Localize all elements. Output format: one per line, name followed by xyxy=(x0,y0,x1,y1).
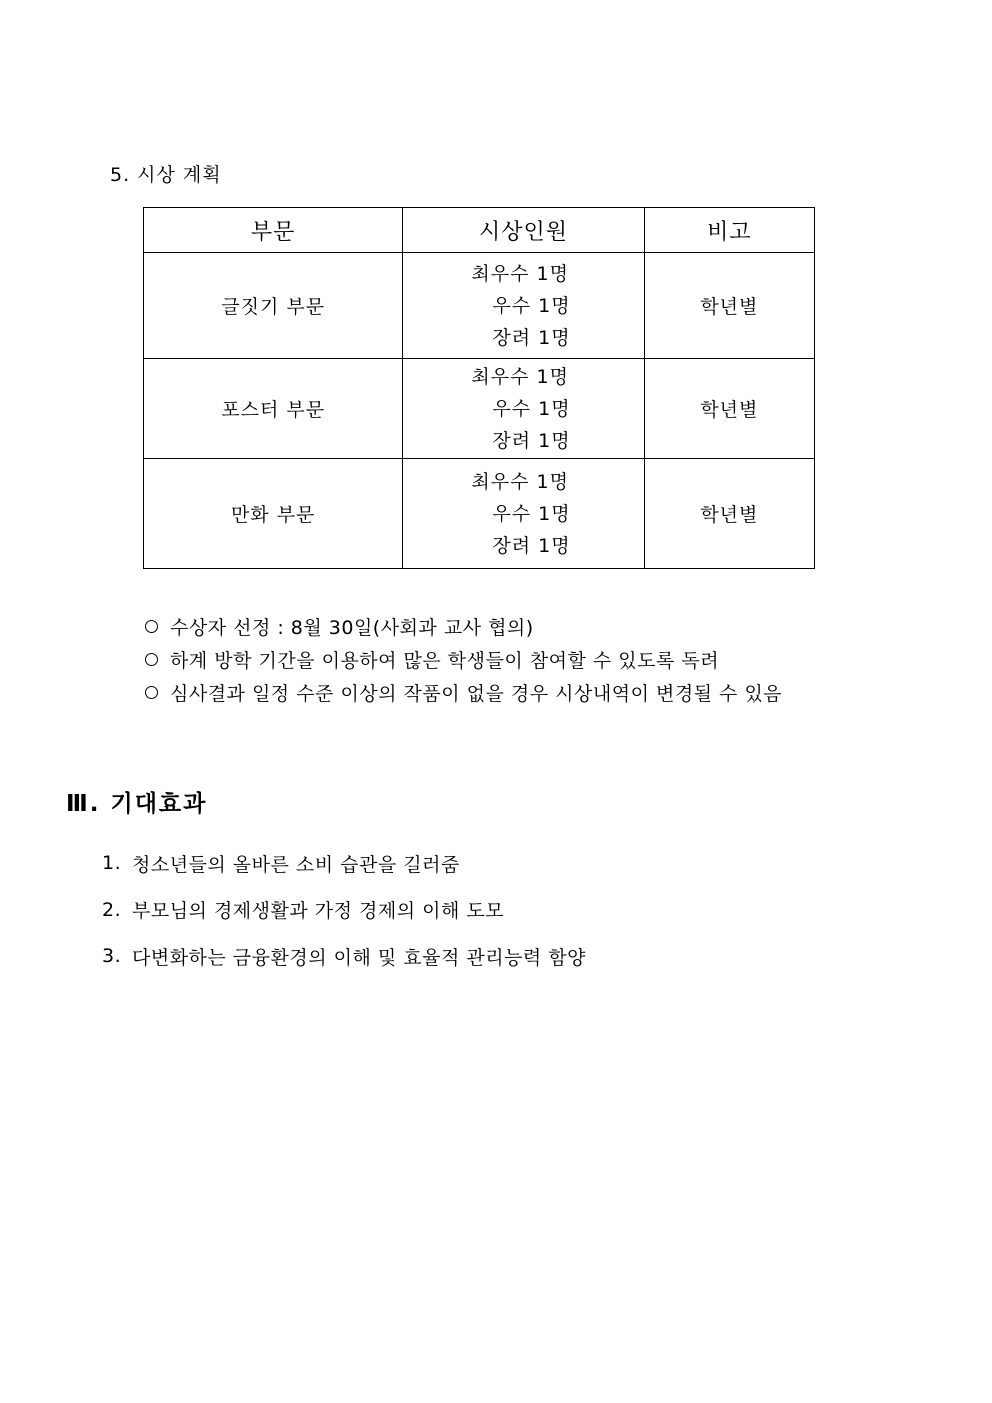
section-5-title: 5. 시상 계획 xyxy=(110,164,222,186)
award-line: 최우수 1명 xyxy=(471,365,569,388)
table-row xyxy=(144,359,815,459)
circle-bullet-icon xyxy=(145,620,158,633)
note-text: 심사결과 일정 수준 이상의 작품이 없을 경우 시상내역이 변경될 수 있음 xyxy=(170,683,783,705)
table-row xyxy=(144,253,815,359)
list-text: 청소년들의 올바른 소비 습관을 길러줌 xyxy=(132,853,460,876)
award-line: 최우수 1명 xyxy=(471,262,569,285)
award-line: 장려 1명 xyxy=(492,326,571,349)
award-count-cell xyxy=(403,359,644,459)
list-item xyxy=(102,887,586,934)
award-plan-table xyxy=(143,207,815,569)
award-line: 우수 1명 xyxy=(492,294,571,317)
category-cell: 만화 부문 xyxy=(144,459,403,569)
award-count-cell xyxy=(403,459,644,569)
list-item xyxy=(102,840,586,887)
award-line: 우수 1명 xyxy=(492,397,571,420)
header-category: 부문 xyxy=(144,208,403,253)
note-item xyxy=(143,676,782,709)
list-number: 2. xyxy=(102,898,122,921)
category-cell: 글짓기 부문 xyxy=(144,253,403,359)
circle-bullet-icon xyxy=(145,686,158,699)
note-text: 하계 방학 기간을 이용하여 많은 학생들이 참여할 수 있도록 독려 xyxy=(170,650,720,672)
note-item xyxy=(143,643,782,676)
circle-bullet-icon xyxy=(145,653,158,666)
award-line: 장려 1명 xyxy=(492,429,571,452)
note-cell: 학년별 xyxy=(644,459,814,569)
category-cell: 포스터 부문 xyxy=(144,359,403,459)
award-count-cell xyxy=(403,253,644,359)
award-line: 장려 1명 xyxy=(492,534,571,557)
section-3-heading: Ⅲ. 기대효과 xyxy=(66,791,208,817)
list-number: 1. xyxy=(102,852,122,875)
list-text: 부모님의 경제생활과 가정 경제의 이해 도모 xyxy=(132,900,505,923)
award-line: 우수 1명 xyxy=(492,502,571,525)
expected-effects-list xyxy=(102,840,586,980)
award-notes xyxy=(143,610,782,709)
list-text: 다변화하는 금융환경의 이해 및 효율적 관리능력 함양 xyxy=(132,946,587,969)
note-item xyxy=(143,610,782,643)
note-cell: 학년별 xyxy=(644,359,814,459)
note-text: 수상자 선정 : 8월 30일(사회과 교사 협의) xyxy=(170,617,534,639)
list-number: 3. xyxy=(102,945,122,968)
header-note: 비고 xyxy=(644,208,814,253)
header-award-count: 시상인원 xyxy=(403,208,644,253)
table-row xyxy=(144,459,815,569)
list-item xyxy=(102,933,586,980)
note-cell: 학년별 xyxy=(644,253,814,359)
table-header-row xyxy=(144,208,815,253)
award-line: 최우수 1명 xyxy=(471,470,569,493)
